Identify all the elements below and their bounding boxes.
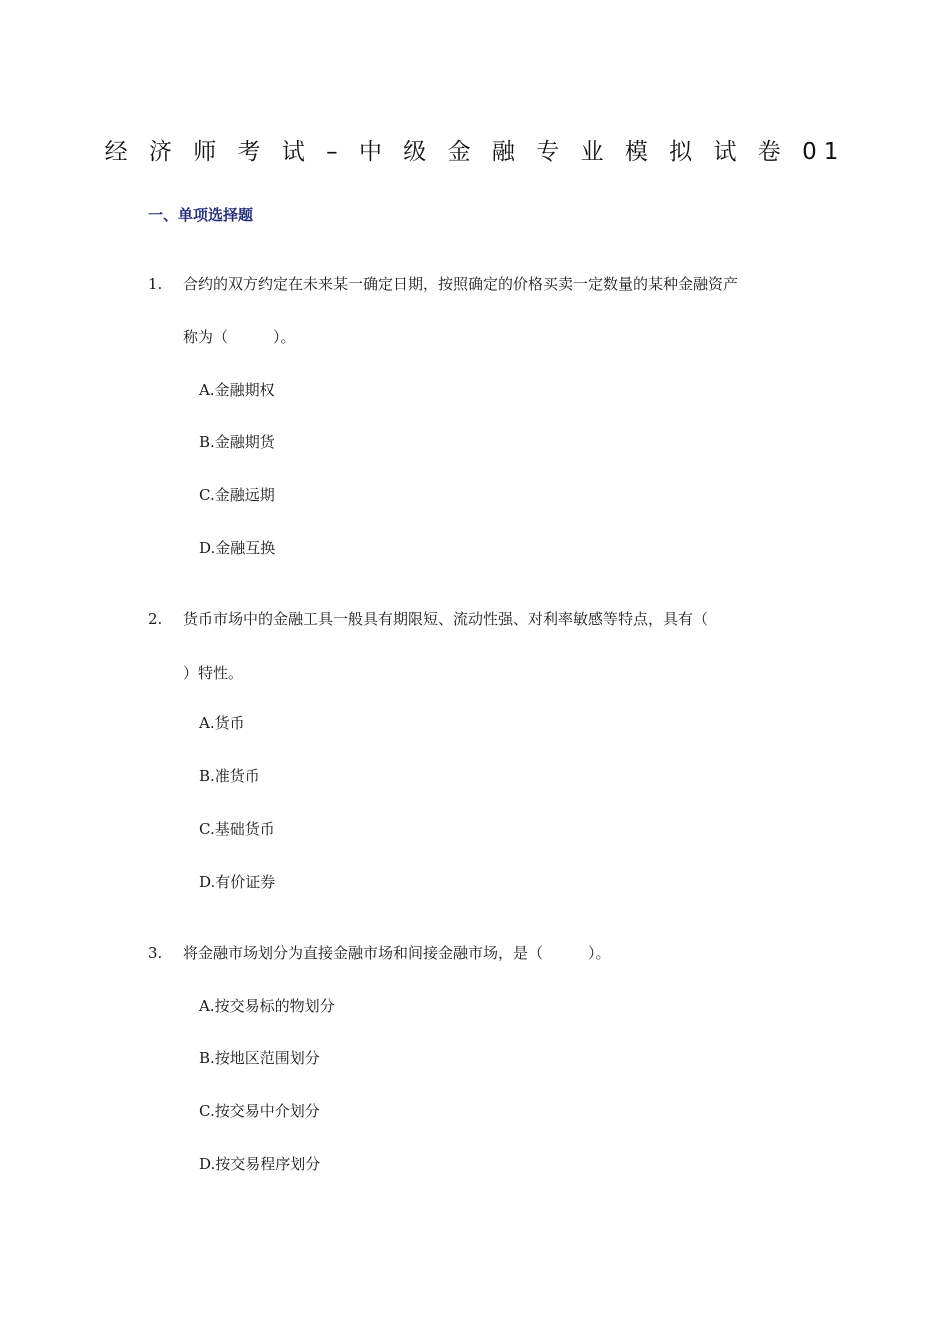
question-number: 2. xyxy=(148,610,163,628)
document-title: 经 济 师 考 试 – 中 级 金 融 专 业 模 拟 试 卷 01 xyxy=(104,139,846,165)
option-b: B.按地区范围划分 xyxy=(199,1049,320,1067)
section-heading: 一、单项选择题 xyxy=(148,206,254,224)
option-b: B.准货币 xyxy=(199,767,260,785)
option-d: D.有价证券 xyxy=(199,873,276,891)
option-a: A.按交易标的物划分 xyxy=(199,997,335,1015)
question-text-line: 称为（ ）。 xyxy=(183,328,296,346)
question-number: 1. xyxy=(148,275,163,293)
question-text-line: 将金融市场划分为直接金融市场和间接金融市场，是（ ）。 xyxy=(183,944,611,962)
question-text-line: ）特性。 xyxy=(183,664,244,682)
question-text-line: 货币市场中的金融工具一般具有期限短、流动性强、对利率敏感等特点，具有（ xyxy=(183,610,709,628)
option-d: D.金融互换 xyxy=(199,539,276,557)
option-c: C.按交易中介划分 xyxy=(199,1102,320,1120)
option-c: C.基础货币 xyxy=(199,820,275,838)
option-a: A.金融期权 xyxy=(199,381,275,399)
option-b: B.金融期货 xyxy=(199,433,275,451)
option-c: C.金融远期 xyxy=(199,486,275,504)
option-d: D.按交易程序划分 xyxy=(199,1155,321,1173)
question-number: 3. xyxy=(148,944,163,962)
option-a: A.货币 xyxy=(199,714,245,732)
question-text-line: 合约的双方约定在未来某一确定日期，按照确定的价格买卖一定数量的某种金融资产 xyxy=(183,275,739,293)
